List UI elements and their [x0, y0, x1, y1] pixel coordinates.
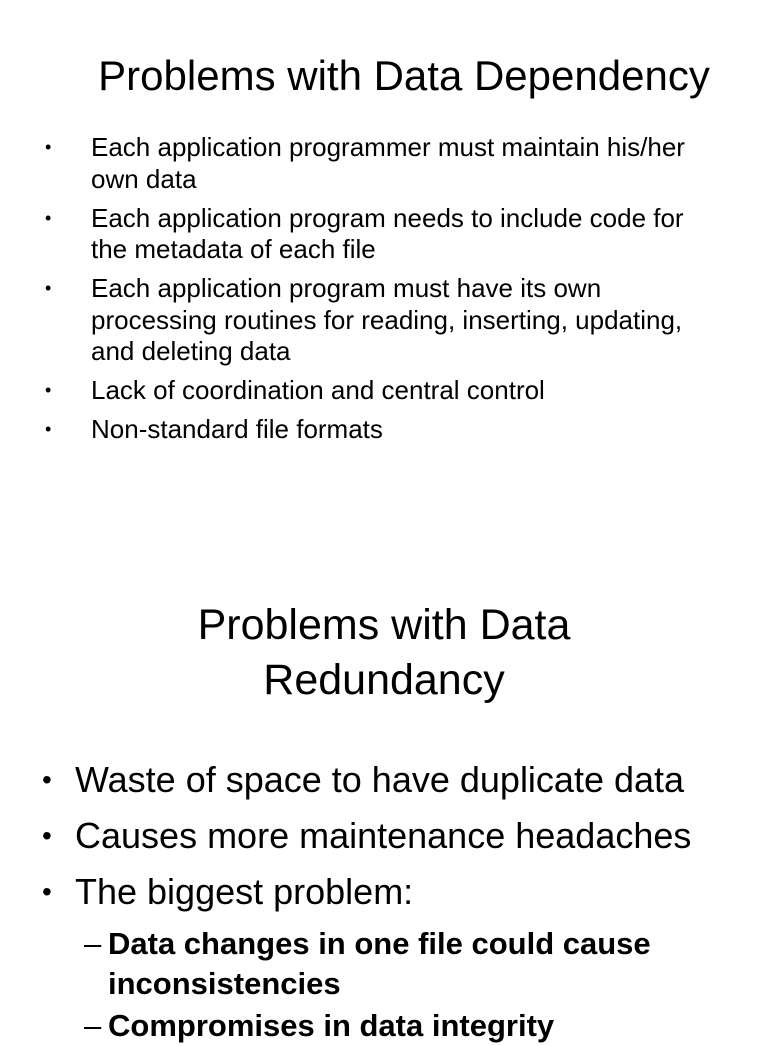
bullet-icon: • — [45, 278, 52, 298]
bullet-list — [0, 752, 768, 920]
list-item-text: Causes more maintenance headaches — [75, 815, 692, 856]
sub-list-item — [0, 1006, 768, 1046]
bullet-icon: • — [42, 876, 52, 907]
sub-bullet-list — [0, 922, 768, 1046]
bullet-list — [0, 132, 768, 453]
slide-title-line: Problems with Data — [197, 601, 571, 649]
list-item — [0, 203, 768, 266]
list-item-text: Waste of space to have duplicate data — [75, 759, 685, 800]
list-item-text: The biggest problem: — [75, 871, 414, 912]
slide-data-dependency — [0, 0, 768, 500]
bullet-icon: • — [42, 820, 52, 851]
bullet-icon: • — [45, 137, 52, 157]
list-item — [0, 864, 768, 920]
sub-list-item — [0, 924, 768, 1004]
list-item — [0, 375, 768, 407]
list-item — [0, 414, 768, 446]
dash-icon: – — [84, 1008, 102, 1043]
list-item-text: Non-standard file formats — [91, 414, 383, 444]
slide-data-redundancy — [0, 580, 768, 1043]
bullet-icon: • — [45, 419, 52, 439]
dash-icon: – — [84, 926, 102, 961]
sub-list-item-text: Data changes in one file could cause inconsistencies — [108, 926, 651, 1001]
list-item — [0, 132, 768, 195]
bullet-icon: • — [42, 764, 52, 795]
bullet-icon: • — [45, 380, 52, 400]
slide-title: Problems with Data Dependency — [98, 52, 710, 99]
list-item — [0, 752, 768, 808]
list-item — [0, 808, 768, 864]
list-item-text: Each application program must have its own processing routines for reading, inserting, updating, and deleting data — [91, 273, 683, 366]
bullet-icon: • — [45, 207, 52, 228]
list-item — [0, 273, 768, 368]
slide-title-line: Redundancy — [263, 656, 505, 704]
list-item-text: Each application programmer must maintain his/her own data — [91, 132, 685, 194]
list-item-text: Lack of coordination and central control — [91, 375, 545, 405]
list-item-text: Each application program needs to include code for the metadata of each file — [91, 202, 684, 264]
slide-title — [0, 598, 768, 708]
sub-list-item-text: Compromises in data integrity — [108, 1008, 555, 1043]
